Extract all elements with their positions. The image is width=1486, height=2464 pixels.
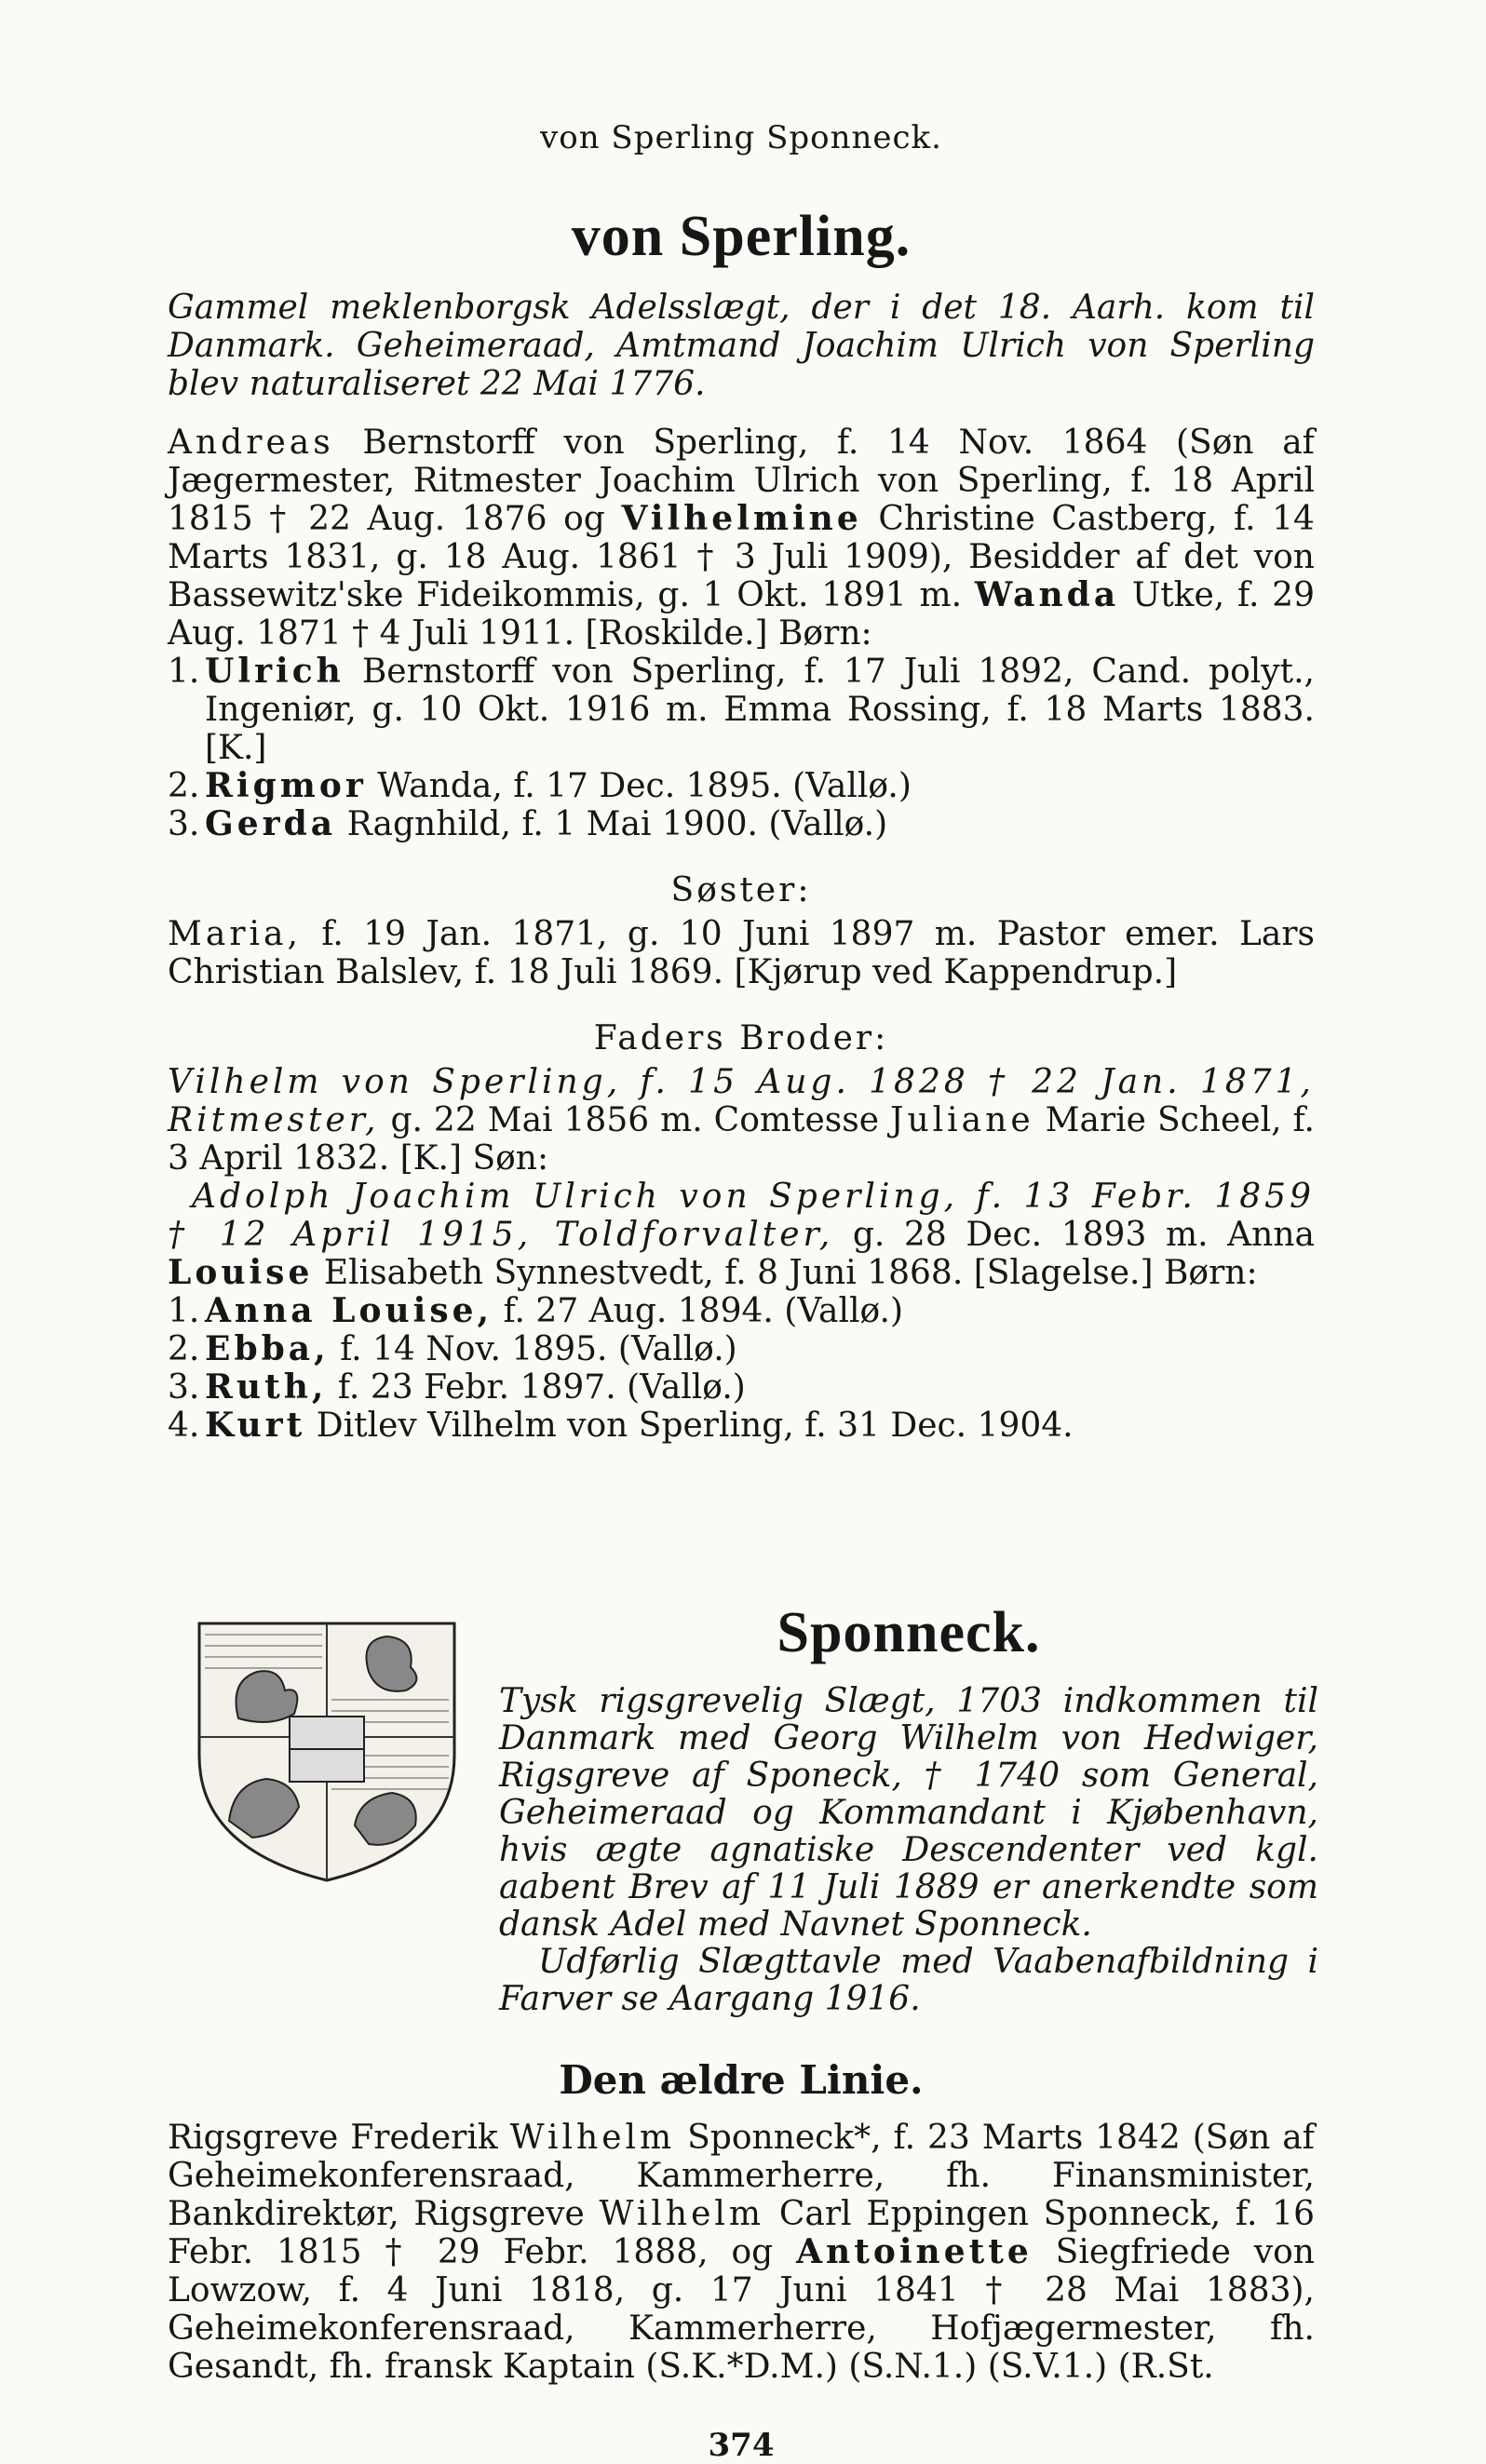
item-number: 1. xyxy=(168,1292,200,1330)
section-title-sponneck: Sponneck. xyxy=(777,1601,1041,1664)
uncle-heading: Faders Broder: xyxy=(593,1019,889,1057)
grandchild-text: Ditlev Vilhelm von Sperling, f. 31 Dec. 1904. xyxy=(316,1407,1074,1445)
item-number: 1. xyxy=(168,653,200,691)
entry-text: Sponneck*, f. 23 Marts 1842 (Søn af Geheimekonferensraad, Kammerherre, fh. Finansminister, Bankdirektør, Rigsgreve xyxy=(168,2119,1315,2233)
son-name: Adolph Joachim Ulrich von Sperling, f. 13 Febr. 1859 † 12 April 1915, Toldforvalter, xyxy=(168,1178,1315,1254)
uncle-entry xyxy=(168,1063,1315,1178)
grandchildren-list xyxy=(168,1292,1315,1445)
list-item xyxy=(168,653,1315,767)
grandchild-text: f. 14 Nov. 1895. (Vallø.) xyxy=(340,1330,737,1368)
son-wife-name: Louise xyxy=(168,1253,314,1292)
entry-name: Wilhelm xyxy=(599,2195,765,2233)
sister-entry xyxy=(168,915,1315,991)
item-number: 2. xyxy=(168,767,200,805)
grandchild-name: Ruth, xyxy=(205,1367,328,1407)
item-number: 3. xyxy=(168,805,200,843)
grandchild-name: Kurt xyxy=(205,1406,306,1445)
list-item xyxy=(168,1368,1315,1407)
wife-text: Utke, f. 29 Aug. 1871 † 4 Juli 1911. [Roskilde.] Børn: xyxy=(168,576,1315,653)
item-number: 3. xyxy=(168,1368,200,1407)
list-item xyxy=(168,1407,1315,1445)
item-number: 2. xyxy=(168,1330,200,1368)
list-item xyxy=(168,805,1315,843)
main-text: Bernstorff von Sperling, f. 14 Nov. 1864 (Søn af Jægermester, Ritmester Joachim Ulrich von Sperling, f. 18 April 1815 † 22 Aug. 1876 og xyxy=(168,424,1315,538)
uncle-wife-name: Juliane xyxy=(890,1101,1034,1139)
grandchild-name: Anna Louise, xyxy=(205,1291,493,1330)
child-name: Ulrich xyxy=(205,652,344,691)
entry-text: Carl Eppingen Sponneck, f. 16 Febr. 1815 † 29 Febr. 1888, og xyxy=(168,2195,1315,2271)
running-header: von Sperling Sponneck. xyxy=(540,119,942,156)
sponneck-intro-note: Udførlig Slægttavle med Vaabenafbildning i Farver se Aargang 1916. xyxy=(499,1943,1318,2018)
uncle-name: Vilhelm von Sperling, f. 15 Aug. 1828 † 22 Jan. 1871, Ritmester, xyxy=(168,1063,1315,1139)
child-text: Wanda, f. 17 Dec. 1895. (Vallø.) xyxy=(377,767,912,805)
lineage-heading: Den ældre Linie. xyxy=(559,2057,924,2103)
mother-text: Christine Castberg, f. 14 Marts 1831, g. 18 Aug. 1861 † 3 Juli 1909), Besidder af det von Bassewitz'ske Fideikommis, g. 1 Okt. 1891 m. xyxy=(168,500,1315,614)
sponneck-intro: Tysk rigsgrevelig Slægt, 1703 indkommen til Danmark med Georg Wilhelm von Hedwiger, Rigsgreve af Sponeck, † 1740 som General, Geheimeraad og Kommandant i Kjøbenhavn, hvis ægte agnatiske Descendenter ved kgl. aabent Brev af 11 Juli 1889 er anerkendte som dansk Adel med Navnet Sponneck. xyxy=(499,1682,1318,1944)
list-item xyxy=(168,1330,1315,1368)
list-item xyxy=(168,1292,1315,1330)
grandchild-text: f. 23 Febr. 1897. (Vallø.) xyxy=(337,1368,746,1407)
entry-text: Siegfriede von Lowzow, f. 4 Juni 1818, g. 17 Juni 1841 † 28 Mai 1883), Geheimekonferensraad, Kammerherre, Hofjægermester, fh. Gesandt, fh. fransk Kaptain (S.K.*D.M.) (S.N.1.) (S.V.1.) (R.St. xyxy=(168,2233,1315,2386)
entry-text: Rigsgreve Frederik xyxy=(168,2119,498,2157)
child-name: Rigmor xyxy=(205,766,367,805)
grandchild-name: Ebba, xyxy=(205,1329,330,1368)
section-title-sperling: von Sperling. xyxy=(571,205,912,268)
sperling-main-entry xyxy=(168,424,1315,653)
coat-of-arms-icon xyxy=(192,1616,462,1886)
page-number: 374 xyxy=(708,2427,775,2464)
uncle-text2: Marie Scheel, f. 3 April 1832. [K.] Søn: xyxy=(168,1101,1315,1178)
list-item xyxy=(168,767,1315,805)
sister-name: Maria, xyxy=(168,915,302,953)
mother-name: Vilhelmine xyxy=(621,499,862,538)
wife-name: Wanda xyxy=(974,575,1120,614)
item-number: 4. xyxy=(168,1407,200,1445)
sperling-intro: Gammel meklenborgsk Adelsslægt, der i det 18. Aarh. kom til Danmark. Geheimeraad, Amtmand Joachim Ulrich von Sperling blev naturaliseret 22 Mai 1776. xyxy=(168,289,1315,403)
sponneck-header-block xyxy=(164,1573,1318,2018)
child-name: Gerda xyxy=(205,804,337,843)
child-text: Bernstorff von Sperling, f. 17 Juli 1892, Cand. polyt., Ingeniør, g. 10 Okt. 1916 m. Emma Rossing, f. 18 Marts 1883. [K.] xyxy=(205,653,1315,767)
sponneck-entry xyxy=(168,2119,1315,2386)
child-text: Ragnhild, f. 1 Mai 1900. (Vallø.) xyxy=(346,805,888,843)
son-text2: Elisabeth Synnestvedt, f. 8 Juni 1868. [Slagelse.] Børn: xyxy=(323,1254,1258,1292)
sister-text: f. 19 Jan. 1871, g. 10 Juni 1897 m. Pastor emer. Lars Christian Balslev, f. 18 Juli 1869. [Kjørup ved Kappendrup.] xyxy=(168,915,1315,991)
uncle-text1: g. 22 Mai 1856 m. Comtesse xyxy=(390,1101,880,1139)
son-text1: g. 28 Dec. 1893 m. Anna xyxy=(852,1216,1315,1254)
entry-name: Antoinette xyxy=(796,2232,1033,2271)
main-name: Andreas xyxy=(168,424,334,462)
children-list xyxy=(168,653,1315,843)
son-entry xyxy=(168,1178,1315,1292)
grandchild-text: f. 27 Aug. 1894. (Vallø.) xyxy=(503,1292,904,1330)
sister-heading: Søster: xyxy=(670,871,812,909)
page xyxy=(164,112,1318,2464)
entry-name: Wilhelm xyxy=(509,2119,676,2157)
